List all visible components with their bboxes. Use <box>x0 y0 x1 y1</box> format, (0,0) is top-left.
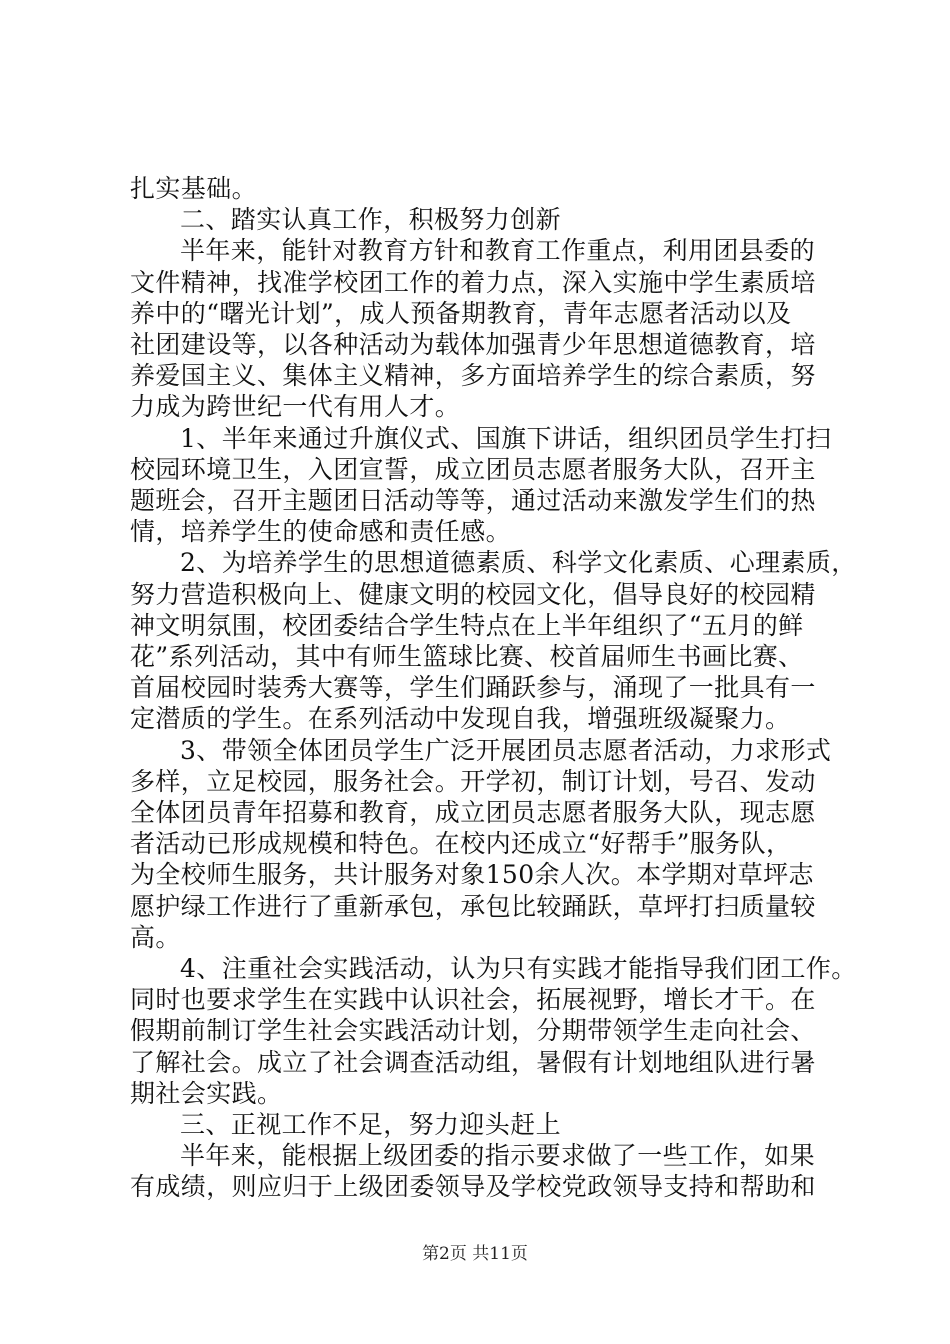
text-line: 二、踏实认真工作，积极努力创新 <box>180 205 562 235</box>
text-line: 假期前制订学生社会实践活动计划，分期带领学生走向社会、 <box>130 1016 816 1046</box>
page-number-footer: 第2页 共11页 <box>422 1244 528 1264</box>
text-line: 1、半年来通过升旗仪式、国旗下讲话，组织团员学生打扫 <box>180 423 832 453</box>
text-line: 养中的“曙光计划”，成人预备期教育，青年志愿者活动以及 <box>130 298 792 328</box>
text-line: 社团建设等，以各种活动为载体加强青少年思想道德教育，培 <box>130 330 816 359</box>
text-line: 为全校师生服务，共计服务对象150余人次。本学期对草坪志 <box>130 860 814 890</box>
text-line: 愿护绿工作进行了重新承包，承包比较踊跃，草坪打扫质量较 <box>130 891 816 921</box>
text-line: 2、为培养学生的思想道德素质、科学文化素质、心理素质， <box>180 548 857 578</box>
text-line: 题班会，召开主题团日活动等等，通过活动来激发学生们的热 <box>130 486 816 515</box>
text-line: 期社会实践。 <box>130 1078 283 1108</box>
text-line: 者活动已形成规模和特色。在校内还成立“好帮手”服务队， <box>130 829 792 859</box>
text-line: 神文明氛围，校团委结合学生特点在上半年组织了“五月的鲜 <box>130 610 804 640</box>
text-line: 高。 <box>130 922 181 952</box>
text-line: 半年来，能根据上级团委的指示要求做了一些工作，如果 <box>180 1141 816 1171</box>
text-line: 扎实基础。 <box>130 174 258 203</box>
text-line: 同时也要求学生在实践中认识社会，拓展视野，增长才干。在 <box>130 985 816 1015</box>
text-line: 半年来，能针对教育方针和教育工作重点，利用团县委的 <box>180 236 816 266</box>
text-line: 首届校园时装秀大赛等，学生们踊跃参与，涌现了一批具有一 <box>130 673 816 703</box>
text-line: 力成为跨世纪一代有用人才。 <box>130 392 461 422</box>
text-line: 花”系列活动，其中有师生篮球比赛、校首届师生书画比赛、 <box>130 642 804 671</box>
text-line: 定潜质的学生。在系列活动中发现自我，增强班级凝聚力。 <box>130 704 791 734</box>
text-line: 校园环境卫生，入团宣誓，成立团员志愿者服务大队，召开主 <box>130 454 816 484</box>
text-line: 情，培养学生的使命感和责任感。 <box>130 517 512 547</box>
text-line: 三、正视工作不足，努力迎头赶上 <box>180 1110 562 1139</box>
text-line: 文件精神，找准学校团工作的着力点，深入实施中学生素质培 <box>130 267 816 297</box>
text-line: 4、注重社会实践活动，认为只有实践才能指导我们团工作。 <box>180 954 857 983</box>
text-line: 多样，立足校园，服务社会。开学初，制订计划，号召、发动 <box>130 766 816 796</box>
text-line: 了解社会。成立了社会调查活动组，暑假有计划地组队进行暑 <box>130 1047 816 1077</box>
text-line: 养爱国主义、集体主义精神，多方面培养学生的综合素质，努 <box>130 361 816 391</box>
text-line: 有成绩，则应归于上级团委领导及学校党政领导支持和帮助和 <box>130 1172 816 1202</box>
text-line: 3、带领全体团员学生广泛开展团员志愿者活动，力求形式 <box>180 735 832 765</box>
text-line: 全体团员青年招募和教育，成立团员志愿者服务大队，现志愿 <box>130 798 816 827</box>
text-line: 努力营造积极向上、健康文明的校园文化，倡导良好的校园精 <box>130 579 816 609</box>
